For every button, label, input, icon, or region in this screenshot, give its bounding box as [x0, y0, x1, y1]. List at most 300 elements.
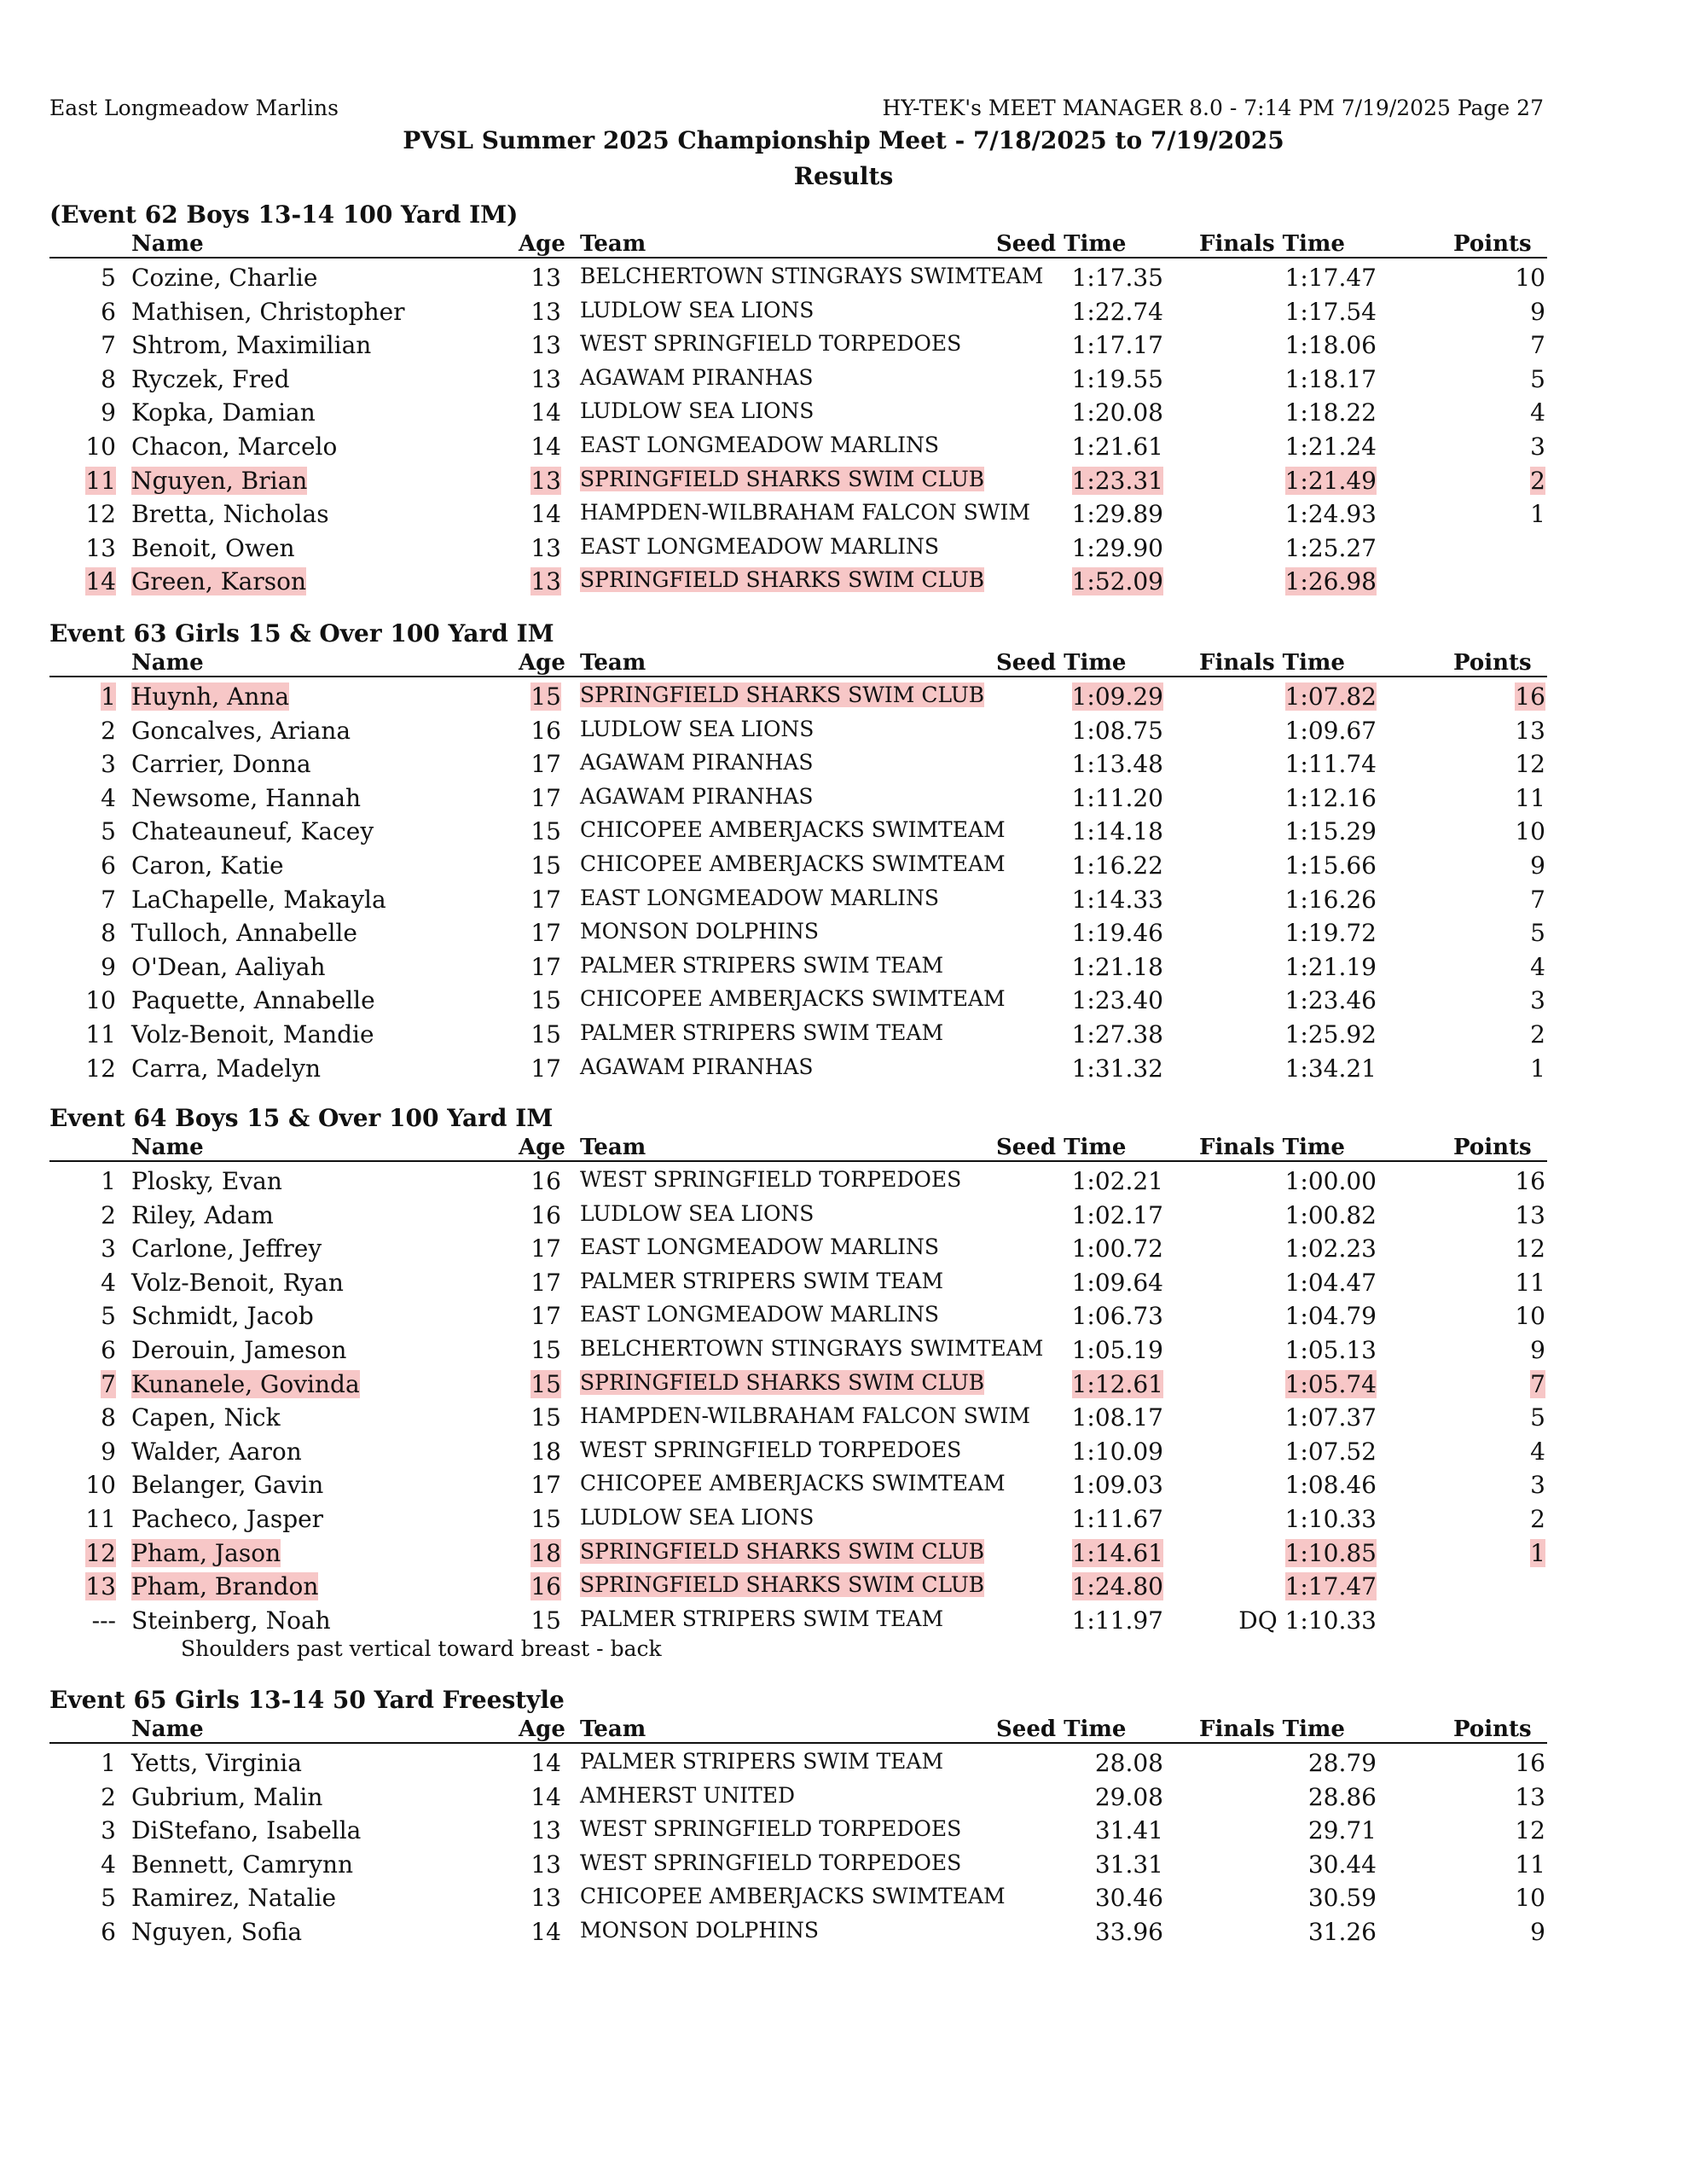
cell-points: 1: [1530, 500, 1545, 529]
result-row: [49, 1744, 1547, 1778]
cell-age: 15: [530, 1335, 561, 1364]
cell-finals: 1:21.19: [1284, 952, 1377, 981]
cell-points: 5: [1530, 919, 1545, 948]
cell-place: 4: [101, 783, 116, 812]
cell-seed: 1:22.74: [1071, 297, 1163, 326]
cell-finals: 31.26: [1307, 1917, 1377, 1946]
highlighted-result-row: [49, 462, 1547, 496]
cell-team: WEST SPRINGFIELD TORPEDOES: [580, 1816, 962, 1842]
column-header-name: Name: [131, 1716, 204, 1742]
result-row: [49, 914, 1547, 948]
cell-place: 2: [101, 1782, 116, 1811]
cell-finals: 1:25.27: [1284, 533, 1377, 562]
column-header-age: Age: [519, 1135, 565, 1160]
cell-points: 9: [1530, 851, 1545, 880]
cell-age: 16: [530, 716, 561, 745]
cell-place: 9: [101, 398, 116, 427]
cell-points: 12: [1515, 1816, 1545, 1845]
cell-finals: 1:19.72: [1284, 919, 1377, 948]
cell-finals: 28.79: [1307, 1749, 1377, 1777]
cell-seed: 1:29.90: [1071, 533, 1163, 562]
cell-points: 16: [1515, 1167, 1545, 1195]
cell-seed: 1:11.97: [1071, 1606, 1163, 1635]
cell-points: 3: [1530, 986, 1545, 1015]
cell-finals: 1:25.92: [1284, 1019, 1377, 1048]
cell-seed: 30.46: [1094, 1884, 1163, 1913]
result-row: [49, 495, 1547, 529]
cell-seed: 1:17.35: [1071, 264, 1163, 292]
cell-seed: [996, 1573, 1163, 1600]
cell-team: AGAWAM PIRANHAS: [580, 750, 814, 775]
cell-name: DiStefano, Isabella: [131, 1816, 362, 1845]
cell-highlight: SPRINGFIELD SHARKS SWIM CLUB: [580, 1572, 985, 1598]
column-header-name: Name: [131, 231, 204, 257]
cell-team: LUDLOW SEA LIONS: [580, 716, 815, 741]
event-section: [49, 1684, 1547, 1947]
cell-finals: 1:02.23: [1284, 1234, 1377, 1263]
cell-name: Shtrom, Maximilian: [131, 331, 372, 360]
cell-age: [510, 1540, 561, 1567]
result-row: [49, 1778, 1547, 1812]
cell-place: 6: [101, 297, 116, 326]
cell-finals: 1:15.29: [1284, 817, 1377, 846]
cell-name: Cozine, Charlie: [131, 264, 318, 292]
cell-finals: 1:21.24: [1284, 432, 1377, 461]
result-row: [49, 981, 1547, 1015]
cell-place: 8: [101, 1403, 116, 1432]
cell-seed: [996, 468, 1163, 495]
team-name-header: East Longmeadow Marlins: [49, 96, 339, 120]
cell-age: 13: [530, 364, 561, 393]
cell-highlight: 1:17.47: [1284, 1572, 1377, 1601]
column-header-finals: Finals Time: [1199, 1716, 1345, 1742]
cell-age: 17: [530, 919, 561, 948]
cell-highlight: Huynh, Anna: [131, 682, 290, 711]
cell-name: Paquette, Annabelle: [131, 986, 375, 1015]
cell-team: WEST SPRINGFIELD TORPEDOES: [580, 1850, 962, 1875]
cell-seed: 1:11.20: [1071, 783, 1163, 812]
cell-highlight: 1:24.80: [1071, 1572, 1163, 1601]
cell-finals: 29.71: [1307, 1816, 1377, 1845]
result-row: [49, 745, 1547, 779]
cell-team: BELCHERTOWN STINGRAYS SWIMTEAM: [580, 264, 1044, 288]
cell-highlight: Kunanele, Govinda: [131, 1369, 360, 1398]
result-row: [49, 1162, 1547, 1196]
column-header-seed: Seed Time: [996, 650, 1127, 676]
cell-points: 4: [1530, 952, 1545, 981]
cell-seed: 1:13.48: [1071, 750, 1163, 779]
cell-team: LUDLOW SEA LIONS: [580, 1200, 815, 1226]
cell-age: 16: [530, 1167, 561, 1195]
column-header-age: Age: [519, 650, 565, 676]
result-row: [49, 1913, 1547, 1947]
cell-place: 9: [101, 1437, 116, 1466]
cell-points: 1: [1530, 1054, 1545, 1083]
cell-points: 10: [1515, 1884, 1545, 1913]
column-header-row: [49, 231, 1547, 258]
cell-age: 13: [530, 533, 561, 562]
cell-place: 10: [85, 986, 116, 1015]
result-row: [49, 812, 1547, 846]
cell-name: Ramirez, Natalie: [131, 1884, 337, 1913]
cell-place: [85, 468, 116, 495]
column-header-team: Team: [580, 231, 646, 257]
cell-place: 1: [101, 1749, 116, 1777]
cell-name: Plosky, Evan: [131, 1167, 282, 1195]
result-row: [49, 1845, 1547, 1879]
cell-age: 15: [530, 1019, 561, 1048]
cell-team: [580, 1571, 984, 1599]
column-header-name: Name: [131, 1135, 204, 1160]
cell-place: [85, 568, 116, 595]
cell-points: 4: [1530, 398, 1545, 427]
cell-name: [131, 1540, 281, 1567]
cell-finals: 1:00.00: [1284, 1167, 1377, 1195]
cell-name: LaChapelle, Makayla: [131, 885, 386, 914]
cell-points: 9: [1530, 1917, 1545, 1946]
cell-name: Kopka, Damian: [131, 398, 316, 427]
cell-name: Benoit, Owen: [131, 533, 295, 562]
cell-points: 3: [1530, 432, 1545, 461]
cell-points: 9: [1530, 1335, 1545, 1364]
meet-title: PVSL Summer 2025 Championship Meet - 7/18/2025 to 7/19/2025: [403, 126, 1284, 154]
cell-age: 15: [530, 1403, 561, 1432]
result-row: [49, 1196, 1547, 1230]
cell-name: Chateauneuf, Kacey: [131, 817, 374, 846]
cell-seed: 1:14.33: [1071, 885, 1163, 914]
cell-name: Mathisen, Christopher: [131, 297, 405, 326]
cell-highlight: 7: [1530, 1369, 1545, 1398]
cell-name: Capen, Nick: [131, 1403, 281, 1432]
cell-age: 14: [530, 1782, 561, 1811]
result-row: [49, 846, 1547, 880]
cell-seed: 1:29.89: [1071, 500, 1163, 529]
cell-place: 13: [85, 533, 116, 562]
cell-points: 12: [1515, 1234, 1545, 1263]
cell-age: 13: [530, 331, 561, 360]
cell-points: [1414, 1540, 1545, 1567]
cell-team: EAST LONGMEADOW MARLINS: [580, 885, 940, 910]
result-row: [49, 1398, 1547, 1432]
column-header-age: Age: [519, 1716, 565, 1742]
cell-team: BELCHERTOWN STINGRAYS SWIMTEAM: [580, 1335, 1044, 1361]
cell-name: Goncalves, Ariana: [131, 716, 351, 745]
cell-age: [510, 568, 561, 595]
cell-team: [580, 466, 984, 493]
result-row: [49, 393, 1547, 427]
event-section: [49, 618, 1547, 1083]
cell-highlight: Pham, Jason: [131, 1538, 281, 1567]
cell-points: 16: [1515, 1749, 1545, 1777]
cell-finals: DQ 1:10.33: [1238, 1606, 1377, 1635]
cell-place: 6: [101, 851, 116, 880]
software-page-header: HY-TEK's MEET MANAGER 8.0 - 7:14 PM 7/19/2025 Page 27: [882, 96, 1544, 120]
cell-finals: 1:17.54: [1284, 297, 1377, 326]
cell-team: CHICOPEE AMBERJACKS SWIMTEAM: [580, 1471, 1006, 1496]
cell-age: 17: [530, 750, 561, 779]
result-row: [49, 948, 1547, 982]
column-header-row: [49, 1716, 1547, 1744]
cell-highlight: 1:21.49: [1284, 466, 1377, 495]
cell-finals: 1:16.26: [1284, 885, 1377, 914]
result-row: [49, 258, 1547, 293]
cell-team: CHICOPEE AMBERJACKS SWIMTEAM: [580, 851, 1006, 876]
event-section: [49, 199, 1547, 596]
cell-place: 5: [101, 264, 116, 292]
cell-points: [1414, 1371, 1545, 1398]
highlighted-result-row: [49, 677, 1547, 712]
cell-team: PALMER STRIPERS SWIM TEAM: [580, 1606, 944, 1631]
cell-name: Bennett, Camrynn: [131, 1850, 354, 1879]
cell-team: LUDLOW SEA LIONS: [580, 297, 815, 322]
result-row: [49, 1229, 1547, 1263]
cell-team: HAMPDEN-WILBRAHAM FALCON SWIM: [580, 500, 1030, 526]
cell-place: 3: [101, 1816, 116, 1845]
cell-name: Carlone, Jeffrey: [131, 1234, 322, 1263]
cell-place: [85, 683, 116, 711]
cell-highlight: 1:14.61: [1071, 1538, 1163, 1567]
cell-team: AGAWAM PIRANHAS: [580, 1054, 814, 1079]
cell-age: [510, 1573, 561, 1600]
cell-seed: 1:02.21: [1071, 1167, 1163, 1195]
cell-name: Volz-Benoit, Mandie: [131, 1019, 374, 1048]
cell-team: CHICOPEE AMBERJACKS SWIMTEAM: [580, 1884, 1006, 1909]
result-row: [49, 712, 1547, 746]
cell-highlight: 11: [85, 466, 116, 495]
cell-highlight: SPRINGFIELD SHARKS SWIM CLUB: [580, 1369, 985, 1395]
cell-team: EAST LONGMEADOW MARLINS: [580, 533, 940, 559]
column-header-points: Points: [1453, 1716, 1532, 1742]
cell-points: 12: [1515, 750, 1545, 779]
cell-name: Steinberg, Noah: [131, 1606, 331, 1635]
result-row: [49, 1015, 1547, 1049]
cell-team: EAST LONGMEADOW MARLINS: [580, 432, 940, 457]
cell-age: 15: [530, 986, 561, 1015]
cell-seed: 1:21.61: [1071, 432, 1163, 461]
result-row: [49, 1049, 1547, 1083]
cell-finals: 1:11.74: [1284, 750, 1377, 779]
cell-team: LUDLOW SEA LIONS: [580, 398, 815, 424]
cell-seed: 31.31: [1094, 1850, 1163, 1879]
cell-highlight: Nguyen, Brian: [131, 466, 308, 495]
cell-age: 17: [530, 1302, 561, 1331]
cell-team: LUDLOW SEA LIONS: [580, 1504, 815, 1530]
cell-name: Bretta, Nicholas: [131, 500, 329, 529]
cell-finals: 28.86: [1307, 1782, 1377, 1811]
cell-highlight: 7: [101, 1369, 116, 1398]
event-title: Event 64 Boys 15 & Over 100 Yard IM: [49, 1104, 554, 1132]
cell-name: Ryczek, Fred: [131, 364, 290, 393]
column-header-points: Points: [1453, 1135, 1532, 1160]
cell-team: PALMER STRIPERS SWIM TEAM: [580, 952, 944, 978]
cell-seed: 1:19.55: [1071, 364, 1163, 393]
column-header-team: Team: [580, 650, 646, 676]
cell-seed: 1:27.38: [1071, 1019, 1163, 1048]
cell-team: MONSON DOLPHINS: [580, 919, 820, 944]
cell-place: 5: [101, 817, 116, 846]
column-header-points: Points: [1453, 231, 1532, 257]
cell-seed: 1:11.67: [1071, 1504, 1163, 1533]
cell-finals: [1158, 1573, 1377, 1600]
cell-finals: 1:24.93: [1284, 500, 1377, 529]
column-header-seed: Seed Time: [996, 231, 1127, 257]
cell-place: 9: [101, 952, 116, 981]
cell-name: [131, 1573, 318, 1600]
cell-age: 14: [530, 432, 561, 461]
highlighted-result-row: [49, 1534, 1547, 1568]
cell-name: [131, 683, 289, 711]
cell-place: 7: [101, 331, 116, 360]
cell-name: [131, 568, 306, 595]
cell-name: Tulloch, Annabelle: [131, 919, 357, 948]
cell-seed: 1:23.40: [1071, 986, 1163, 1015]
result-row: [49, 1500, 1547, 1534]
cell-points: 7: [1530, 885, 1545, 914]
cell-points: 11: [1515, 1268, 1545, 1297]
cell-place: 6: [101, 1917, 116, 1946]
highlighted-result-row: [49, 1567, 1547, 1601]
cell-name: O'Dean, Aaliyah: [131, 952, 326, 981]
cell-finals: 30.44: [1307, 1850, 1377, 1879]
cell-team: AGAWAM PIRANHAS: [580, 364, 814, 390]
column-header-row: [49, 650, 1547, 677]
cell-highlight: Pham, Brandon: [131, 1572, 319, 1601]
cell-finals: 1:10.33: [1284, 1504, 1377, 1533]
cell-age: 17: [530, 1234, 561, 1263]
cell-age: 17: [530, 1054, 561, 1083]
cell-seed: 28.08: [1094, 1749, 1163, 1777]
cell-finals: [1158, 1371, 1377, 1398]
cell-seed: 1:16.22: [1071, 851, 1163, 880]
cell-finals: 1:34.21: [1284, 1054, 1377, 1083]
cell-age: 13: [530, 1884, 561, 1913]
column-header-finals: Finals Time: [1199, 650, 1345, 676]
cell-place: 2: [101, 716, 116, 745]
cell-name: Carrier, Donna: [131, 750, 311, 779]
result-row: [49, 1297, 1547, 1331]
column-header-team: Team: [580, 1716, 646, 1742]
cell-points: 10: [1515, 1302, 1545, 1331]
cell-points: 5: [1530, 1403, 1545, 1432]
cell-name: [131, 468, 307, 495]
cell-seed: 1:06.73: [1071, 1302, 1163, 1331]
cell-name: Newsome, Hannah: [131, 783, 362, 812]
cell-age: 17: [530, 952, 561, 981]
cell-highlight: 1:07.82: [1284, 682, 1377, 711]
highlighted-result-row: [49, 562, 1547, 596]
cell-seed: [996, 1540, 1163, 1567]
cell-name: Schmidt, Jacob: [131, 1302, 314, 1331]
cell-seed: 1:09.64: [1071, 1268, 1163, 1297]
cell-finals: 1:18.06: [1284, 331, 1377, 360]
cell-age: 13: [530, 297, 561, 326]
cell-age: 14: [530, 1749, 561, 1777]
cell-seed: 1:08.17: [1071, 1403, 1163, 1432]
cell-seed: 31.41: [1094, 1816, 1163, 1845]
cell-points: 11: [1515, 783, 1545, 812]
cell-highlight: 1:26.98: [1284, 567, 1377, 596]
result-row: [49, 1263, 1547, 1298]
cell-points: 13: [1515, 1782, 1545, 1811]
cell-points: 2: [1530, 1019, 1545, 1048]
cell-seed: 1:02.17: [1071, 1200, 1163, 1229]
cell-team: PALMER STRIPERS SWIM TEAM: [580, 1019, 944, 1045]
cell-highlight: 18: [530, 1538, 561, 1567]
cell-place: 4: [101, 1850, 116, 1879]
cell-place: 11: [85, 1019, 116, 1048]
cell-place: 5: [101, 1302, 116, 1331]
cell-place: 11: [85, 1504, 116, 1533]
cell-finals: 1:07.37: [1284, 1403, 1377, 1432]
cell-seed: 1:21.18: [1071, 952, 1163, 981]
cell-place: 12: [85, 500, 116, 529]
cell-finals: 1:00.82: [1284, 1200, 1377, 1229]
cell-highlight: 13: [530, 466, 561, 495]
cell-age: 16: [530, 1200, 561, 1229]
cell-team: EAST LONGMEADOW MARLINS: [580, 1234, 940, 1260]
cell-finals: 1:12.16: [1284, 783, 1377, 812]
cell-highlight: Green, Karson: [131, 567, 306, 596]
result-row: [49, 1811, 1547, 1845]
cell-age: 13: [530, 1816, 561, 1845]
cell-place: 12: [85, 1054, 116, 1083]
cell-seed: [996, 568, 1163, 595]
cell-place: [85, 1371, 116, 1398]
cell-name: Gubrium, Malin: [131, 1782, 323, 1811]
cell-finals: [1158, 468, 1377, 495]
cell-finals: 1:18.17: [1284, 364, 1377, 393]
cell-name: Yetts, Virginia: [131, 1749, 302, 1777]
cell-highlight: 15: [530, 682, 561, 711]
cell-highlight: 2: [1530, 466, 1545, 495]
cell-team: MONSON DOLPHINS: [580, 1917, 820, 1943]
cell-team: [580, 1538, 984, 1565]
cell-place: 8: [101, 919, 116, 948]
cell-place: 4: [101, 1268, 116, 1297]
cell-place: [85, 1540, 116, 1567]
cell-team: PALMER STRIPERS SWIM TEAM: [580, 1749, 944, 1774]
cell-team: AGAWAM PIRANHAS: [580, 783, 814, 809]
cell-age: 14: [530, 398, 561, 427]
event-title: (Event 62 Boys 13-14 100 Yard IM): [49, 200, 519, 229]
cell-highlight: 14: [85, 567, 116, 596]
event-section: [49, 1102, 1547, 1664]
cell-place: ---: [91, 1606, 116, 1635]
event-title: Event 63 Girls 15 & Over 100 Yard IM: [49, 619, 554, 648]
column-header-finals: Finals Time: [1199, 231, 1345, 257]
cell-points: 11: [1515, 1850, 1545, 1879]
cell-finals: 1:04.79: [1284, 1302, 1377, 1331]
cell-finals: 1:15.66: [1284, 851, 1377, 880]
dq-note: Shoulders past vertical toward breast - back: [181, 1636, 662, 1662]
cell-finals: [1158, 683, 1377, 711]
cell-age: [510, 1371, 561, 1398]
cell-finals: 1:18.22: [1284, 398, 1377, 427]
cell-age: 13: [530, 1850, 561, 1879]
cell-seed: [996, 1371, 1163, 1398]
cell-age: 15: [530, 1606, 561, 1635]
cell-highlight: 16: [530, 1572, 561, 1601]
cell-points: 4: [1530, 1437, 1545, 1466]
cell-team: [580, 1369, 984, 1397]
cell-age: 13: [530, 264, 561, 292]
column-header-row: [49, 1135, 1547, 1162]
cell-age: [510, 683, 561, 711]
cell-highlight: SPRINGFIELD SHARKS SWIM CLUB: [580, 567, 985, 593]
column-header-team: Team: [580, 1135, 646, 1160]
cell-place: [85, 1573, 116, 1600]
cell-highlight: 1:23.31: [1071, 466, 1163, 495]
